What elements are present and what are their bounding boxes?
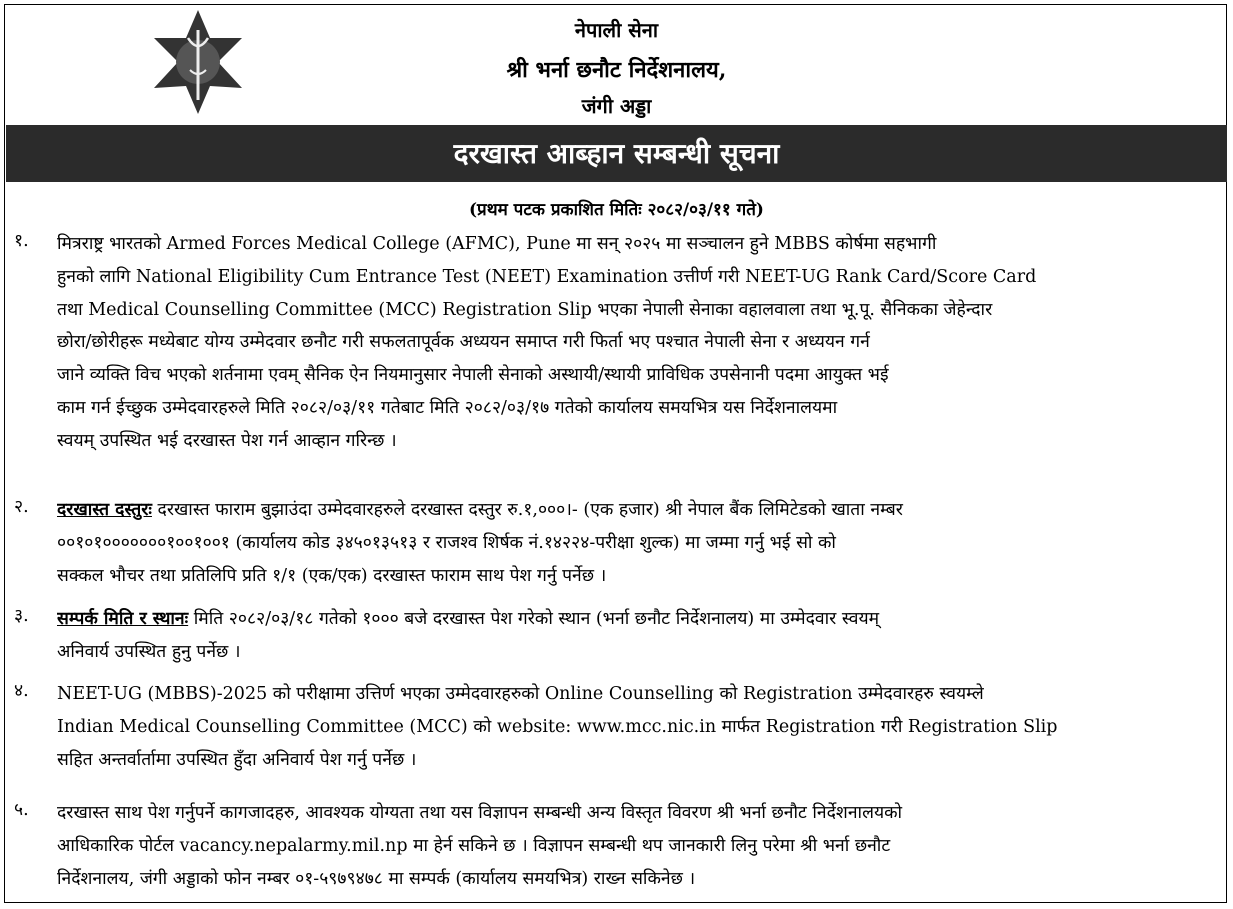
org-name: नेपाली सेना bbox=[574, 18, 659, 42]
application-fee-label: दरखास्त दस्तुरः bbox=[57, 500, 152, 520]
item-number: ४. bbox=[14, 681, 29, 701]
item-line: सहित अन्तर्वार्तामा उपस्थित हुँदा अनिवार्य पेश गर्नु पर्नेछ । bbox=[57, 749, 417, 770]
item-number: २. bbox=[14, 497, 29, 517]
item-line: निर्देशनालय, जंगी अड्डाको फोन नम्बर ०१-५९७९४७८ मा सम्पर्क (कार्यालय समयभित्र) राख्न सकिनेछ । bbox=[57, 868, 696, 889]
item-line: ००१०१०००००००१००१००१ (कार्यालय कोड ३४५०१३५१३ र राजश्व शिर्षक नं.१४२२४-परीक्षा शुल्क) मा जम्मा गर्नु भई सो को bbox=[57, 532, 836, 553]
item-number: ५. bbox=[14, 800, 29, 820]
item-line: अनिवार्य उपस्थित हुनु पर्नेछ । bbox=[57, 641, 241, 662]
item-line: जाने व्यक्ति विच भएको शर्तनामा एवम् सैनिक ऐन नियमानुसार नेपाली सेनाको अस्थायी/स्थायी प्राविधिक उपसेनानी पदमा आयुक्त भई bbox=[57, 365, 889, 386]
item-line: सक्कल भौचर तथा प्रतिलिपि प्रति १/१ (एक/एक) दरखास्त फाराम साथ पेश गर्नु पर्नेछ । bbox=[57, 565, 607, 586]
item-line: दरखास्त साथ पेश गर्नुपर्ने कागजादहरु, आवश्यक योग्यता तथा यस विज्ञापन सम्बन्धी अन्य विस्तृत विवरण श्री भर्ना छनौट निर्देशनालयको bbox=[57, 803, 903, 823]
item-line: Indian Medical Counselling Committee (MCC) को website: www.mcc.nic.in मार्फत Registration गरी Registration Slip bbox=[57, 716, 1058, 737]
item-line: स्वयम् उपस्थित भई दरखास्त पेश गर्न आव्हान गरिन्छ । bbox=[57, 430, 397, 451]
item-line: मिति २०८२/०३/१८ गतेको १००० बजे दरखास्त पेश गरेको स्थान (भर्ना छनौट निर्देशनालय) मा उम्मेदवार स्वयम् bbox=[193, 609, 880, 629]
location-name: जंगी अड्डा bbox=[581, 94, 652, 118]
item-line: दरखास्त फाराम बुझाउंदा उम्मेदवारहरुले दरखास्त दस्तुर रु.१,०००।- (एक हजार) श्री नेपाल बैंक लिमिटेडको खाता नम्बर bbox=[157, 500, 903, 520]
item-number: ३. bbox=[14, 606, 29, 626]
item-line: छोरा/छोरीहरू मध्येबाट योग्य उम्मेदवार छनौट गरी सफलतापूर्वक अध्ययन समाप्त गरी फिर्ता भए पश्चात नेपाली सेना र अध्ययन गर्न bbox=[57, 332, 870, 353]
item-line: काम गर्न ईच्छुक उम्मेदवारहरुले मिति २०८२/०३/११ गतेबाट मिति २०८२/०३/१७ गतेको कार्यालय समयभित्र यस निर्देशनालयमा bbox=[57, 397, 838, 418]
published-date: (प्रथम पटक प्रकाशित मितिः २०८२/०३/११ गते) bbox=[469, 200, 764, 220]
item-line: NEET-UG (MBBS)-2025 को परीक्षामा उत्तिर्ण भएका उम्मेदवारहरुको Online Counselling को Registration उम्मेदवारहरु स्वयम्ले bbox=[57, 684, 984, 704]
item-line: हुनको लागि National Eligibility Cum Entrance Test (NEET) Examination उत्तीर्ण गरी NEET-UG Rank Card/Score Card bbox=[57, 266, 1037, 287]
item-line: आधिकारिक पोर्टल vacancy.nepalarmy.mil.np मा हेर्न सकिने छ । विज्ञापन सम्बन्धी थप जानकारी लिनु परेमा श्री भर्ना छनौट bbox=[57, 835, 891, 856]
contact-date-place-label: सम्पर्क मिति र स्थानः bbox=[57, 609, 189, 629]
item-line: तथा Medical Counselling Committee (MCC) Registration Slip भएका नेपाली सेनाका वहालवाला तथा भू.पू. सैनिकका जेहेन्दार bbox=[57, 299, 993, 320]
item-line: मित्रराष्ट्र भारतको Armed Forces Medical College (AFMC), Pune मा सन् २०२५ मा सञ्चालन हुने MBBS कोर्षमा सहभागी bbox=[57, 234, 937, 254]
item-number: १. bbox=[14, 231, 29, 251]
notice-title-banner: दरखास्त आब्हान सम्बन्धी सूचना bbox=[6, 125, 1227, 182]
directorate-name: श्री भर्ना छनौट निर्देशनालय, bbox=[506, 57, 727, 83]
